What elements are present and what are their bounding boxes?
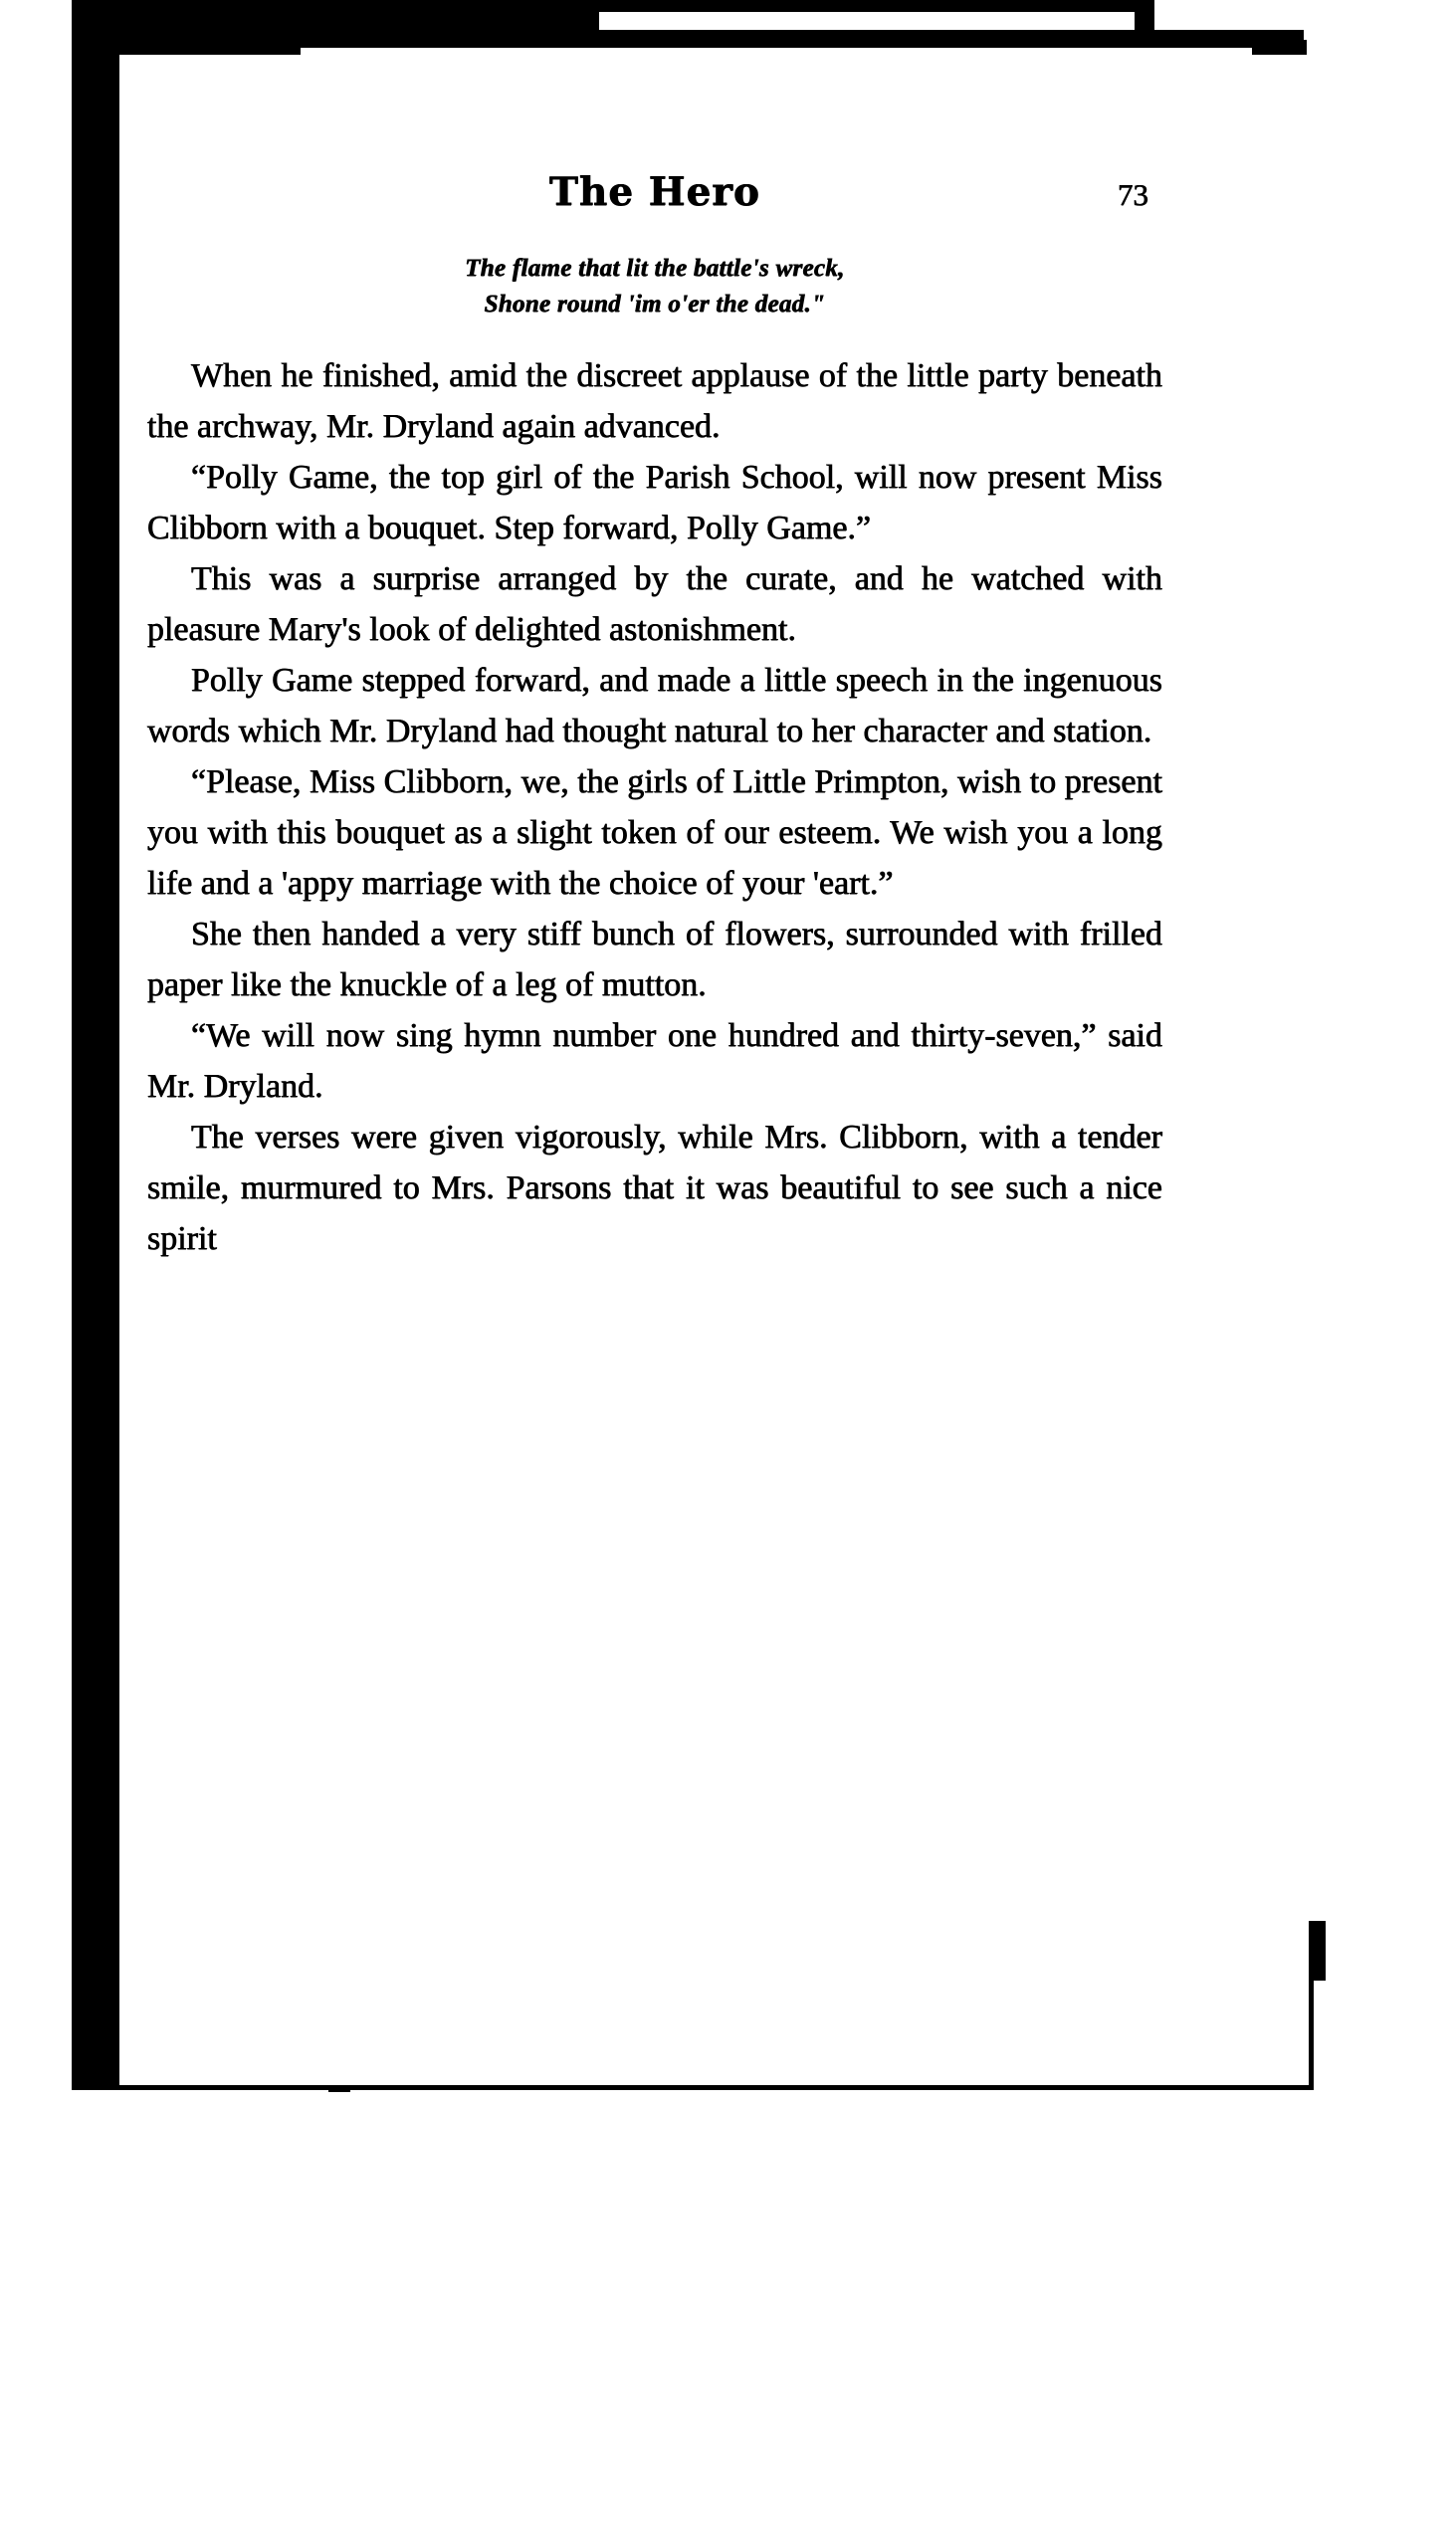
scan-edge-left-dot-a [86, 637, 94, 647]
epigraph [147, 251, 1162, 322]
page-header [147, 169, 1162, 239]
page-content [147, 169, 1162, 1264]
paragraph: This was a surprise arranged by the curate, and he watched with pleasure Mary's look of delighted astonishment. [147, 560, 1162, 648]
paragraph: “Polly Game, the top girl of the Parish School, will now present Miss Clibborn with a bouquet. Step forward, Polly Game.” [147, 459, 1162, 546]
paragraph: She then handed a very stiff bunch of flowers, surrounded with frilled paper like the knuckle of a leg of mutton. [147, 916, 1162, 1003]
running-title: The Hero [549, 169, 760, 215]
scan-edge-top-notch [1135, 0, 1154, 32]
page-number: 73 [1118, 177, 1148, 212]
paragraph: When he finished, amid the discreet applause of the little party beneath the archway, Mr. Dryland again advanced. [147, 357, 1162, 445]
paragraph: Polly Game stepped forward, and made a little speech in the ingenuous words which Mr. Dryland had thought natural to her character and station. [147, 662, 1162, 749]
paragraph: “We will now sing hymn number one hundred and thirty-seven,” said Mr. Dryland. [147, 1017, 1162, 1105]
paragraph: “Please, Miss Clibborn, we, the girls of Little Primpton, wish to present you with this bouquet as a slight token of our esteem. We wish you a long life and a 'appy marriage with the choice of your 'eart.” [147, 763, 1162, 902]
epigraph-line-1: The flame that lit the battle's wreck, [465, 255, 845, 282]
scan-edge-top-right [599, 0, 1146, 12]
scan-edge-left-dot-b [86, 1622, 94, 1634]
paragraph: The verses were given vigorously, while Mrs. Clibborn, with a tender smile, murmured to Mrs. Parsons that it was beautiful to see such a nice spirit [147, 1119, 1162, 1257]
epigraph-line-2: Shone round 'im o'er the dead." [484, 291, 826, 317]
scan-edge-left-column [72, 60, 123, 2090]
